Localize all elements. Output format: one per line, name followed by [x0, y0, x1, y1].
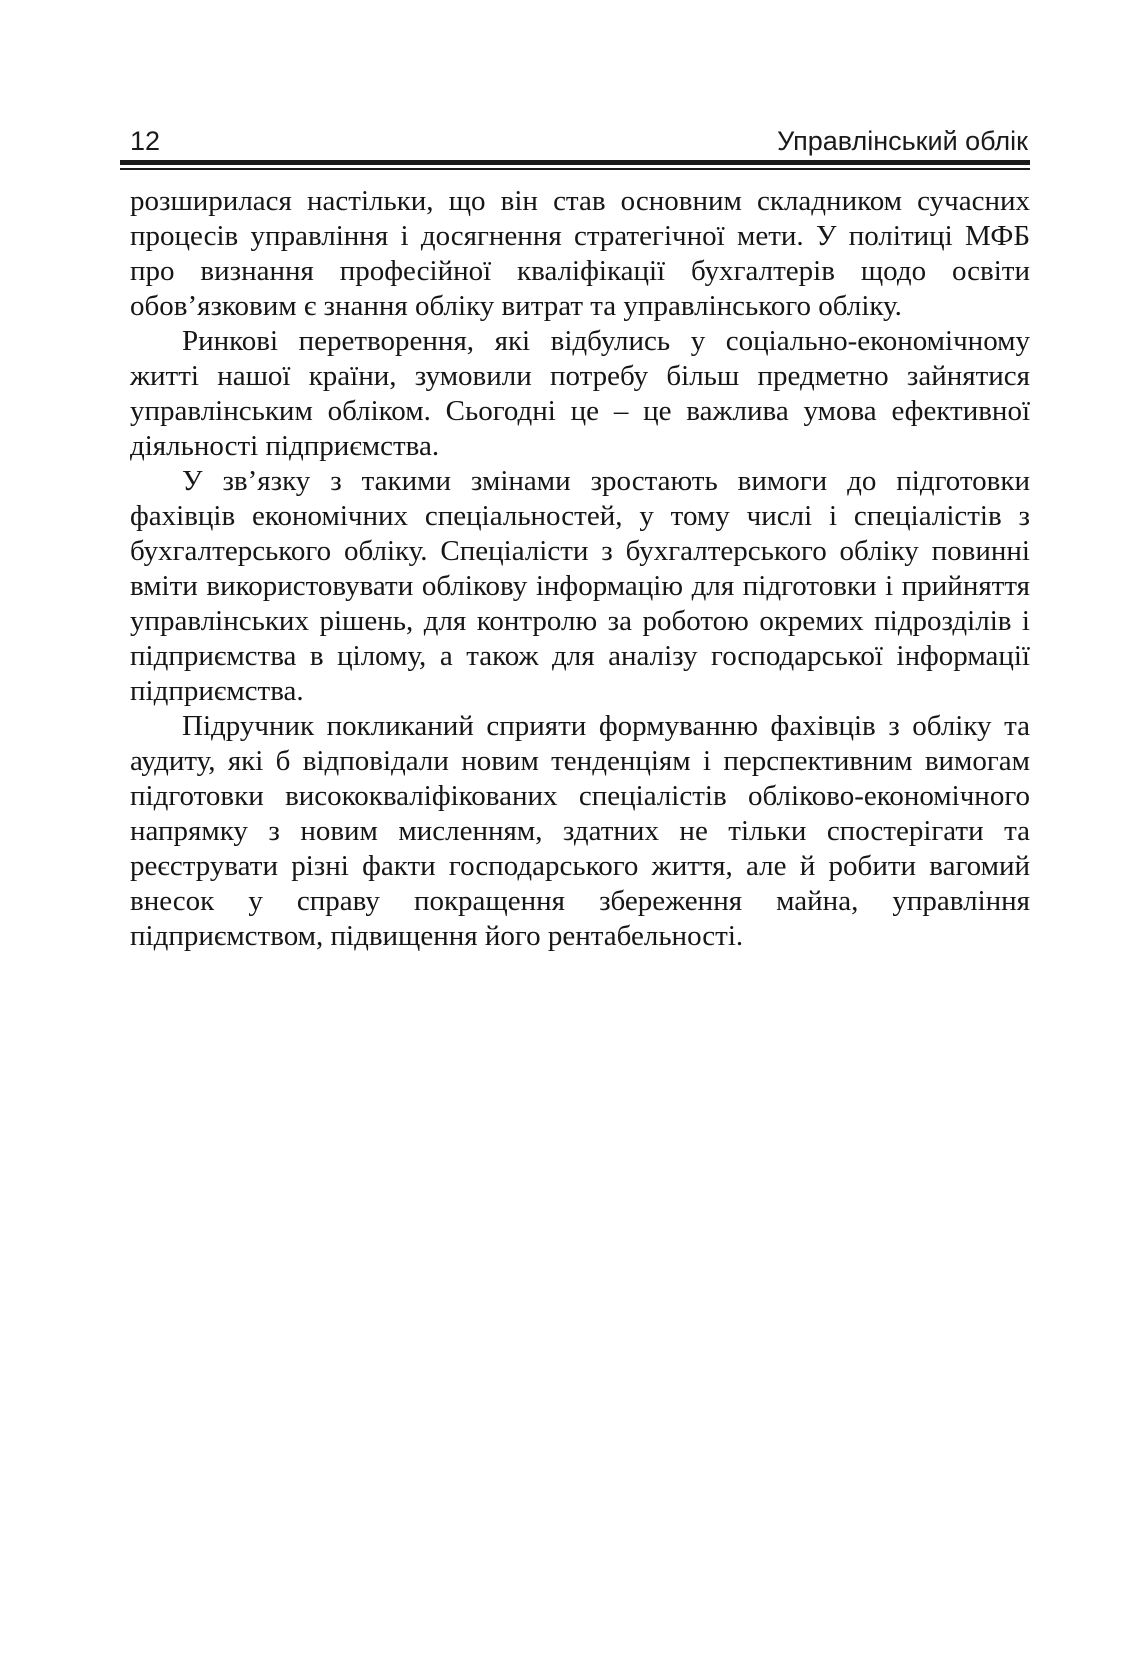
- running-header: [128, 118, 1030, 158]
- body-text: [130, 184, 1030, 954]
- paragraph-continuation: розширилася настільки, що він став основним складником сучасних процесів управління і досягнення стратегічної мети. У політиці МФБ про визнання професійної кваліфікації бухгалтерів щодо освіти обов’язковим є знання обліку витрат та управлінського обліку.: [130, 185, 1030, 322]
- page-number: 12: [130, 126, 161, 156]
- paragraph-textbook-purpose: Підручник покликаний сприяти формуванню фахівців з обліку та аудиту, які б відповідали новим тенденціям і перспективним вимогам підготовки висококваліфікованих спеціалістів обліково-економічного напрямку з новим мисленням, здатних не тільки спостерігати та реєструвати різні факти господарського життя, але й робити вагомий внесок у справу покращення збереження майна, управління підприємством, підвищення його рентабельності.: [130, 710, 1030, 952]
- header-rule-thick: [120, 160, 1030, 165]
- running-title: Управлінський облік: [777, 126, 1028, 156]
- paragraph-market-transformations: Ринкові перетворення, які відбулись у соціально-економічному житті нашої країни, зумовили потребу більш предметно зайнятися управлінським обліком. Сьогодні це – це важлива умова ефективної діяльності підприємства.: [130, 325, 1030, 462]
- header-rule-thin: [120, 168, 1030, 170]
- paragraph-specialist-requirements: У зв’язку з такими змінами зростають вимоги до підготовки фахівців економічних спеціальностей, у тому числі і спеціалістів з бухгалтерського обліку. Спеціалісти з бухгалтерського обліку повинні вміти використовувати облікову інформацію для підготовки і прийняття управлінських рішень, для контролю за роботою окремих підрозділів і підприємства в цілому, а також для аналізу господарської інформації підприємства.: [130, 465, 1030, 707]
